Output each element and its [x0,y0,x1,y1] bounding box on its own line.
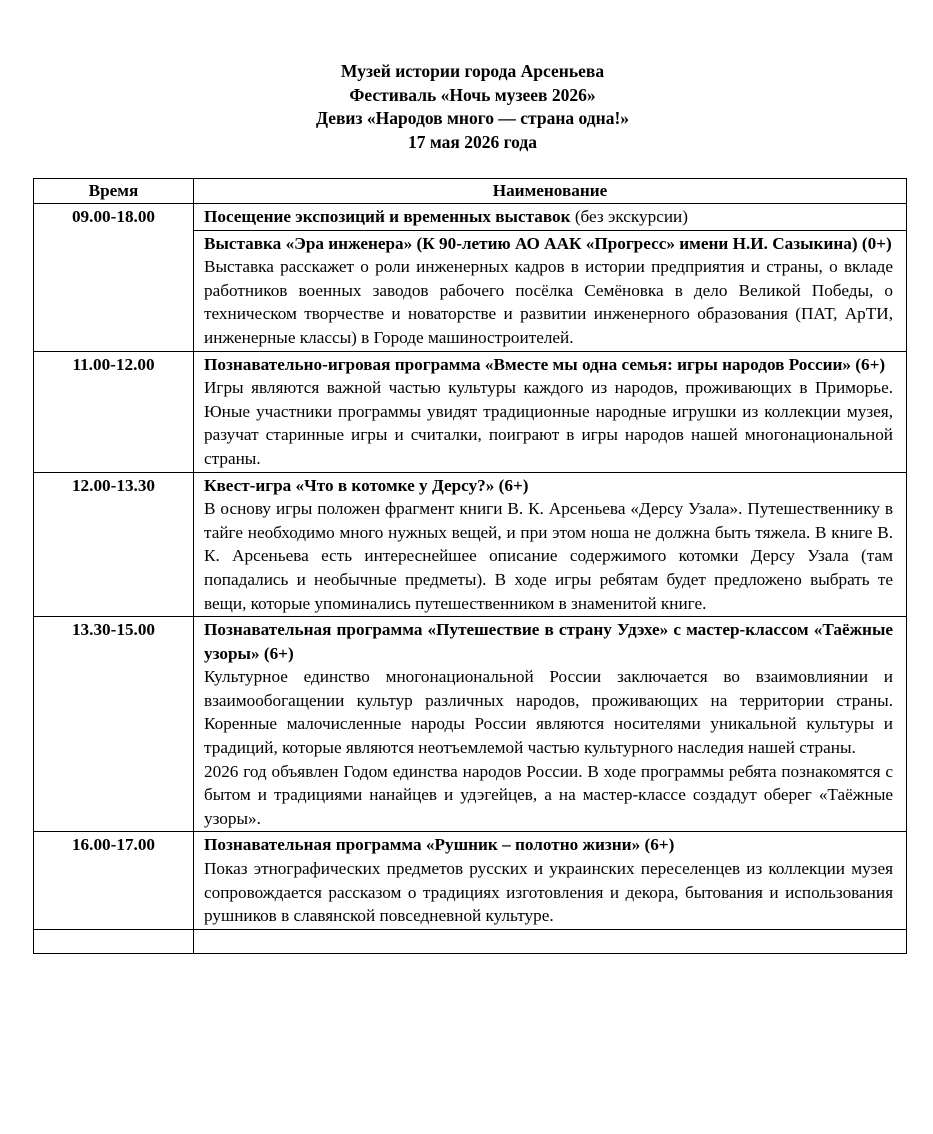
event-title: Посещение экспозиций и временных выставок [204,207,571,226]
museum-name: Музей истории города Арсеньева [340,61,605,81]
event-title: Выставка «Эра инженера» (К 90-летию АО ААК «Прогресс» имени Н.И. Сазыкина) (0+) [204,233,892,253]
time-cell: 13.30-15.00 [34,617,194,832]
event-description: В основу игры положен фрагмент книги В. К. Арсеньева «Дерсу Узала». Путешественнику в тайге необходимо много нужных вещей, и при этом ноша не должна быть тяжела. В книге В. К. Арсеньева есть интереснейшее описание содержимого котомки Дерсу Узала (там попадались и необычные предметы). В ходе игры ребятам будет предложено выбрать те вещи, которые упоминались путешественником в знаменитой книге. [204,499,893,613]
table-header-row [34,179,907,204]
empty-event-cell [194,929,907,953]
time-cell: 16.00-17.00 [34,832,194,929]
column-header-name: Наименование [194,179,907,204]
event-description: Культурное единство многонациональной России заключается во взаимовлиянии и взаимообогащении культур различных народов, проживающих на территории страны. Коренные малочисленные народы России являются носителями уникальной культуры и традиций, которые являются неотъемлемой частью культурного наследия нашей страны. [204,667,893,758]
table-row [34,472,907,617]
event-cell [194,351,907,472]
table-row [34,617,907,832]
event-cell [194,230,907,351]
schedule-table [33,178,907,954]
time-cell: 11.00-12.00 [34,351,194,472]
event-note: (без экскурсии) [570,207,688,226]
event-description: Показ этнографических предметов русских и украинских переселенцев из коллекции музея сопровождается рассказом о традициях изготовления и декора, бытования и использования рушников в славянской повседневной культуре. [204,859,893,926]
empty-time-cell [34,929,194,953]
event-title: Познавательная программа «Путешествие в страну Удэхе» с мастер-классом «Таёжные узоры» (6+) [204,620,893,663]
table-row [34,832,907,929]
event-title: Познавательно-игровая программа «Вместе мы одна семья: игры народов России» (6+) [204,354,886,374]
table-row-empty [34,929,907,953]
event-date: 17 мая 2026 года [407,131,537,152]
event-cell [194,617,907,832]
time-cell: 12.00-13.30 [34,472,194,617]
document-header [0,60,933,154]
time-cell: 09.00-18.00 [34,204,194,352]
event-title: Познавательная программа «Рушник – полотно жизни» (6+) [204,835,675,855]
table-row [34,204,907,231]
event-description-extra: 2026 год объявлен Годом единства народов России. В ходе программы ребята познакомятся с бытом и традициями нанайцев и удэгейцев, а на мастер-классе создадут оберег «Таёжные узоры». [204,761,893,828]
event-title: Квест-игра «Что в котомке у Дерсу?» (6+) [204,475,529,495]
event-description: Игры являются важной частью культуры каждого из народов, проживающих в Приморье. Юные участники программы увидят традиционные народные игрушки из коллекции музея, разучат старинные игры и считалки, поиграют в игры народов нашей многонациональной страны. [204,378,893,468]
festival-motto: Девиз «Народов много — страна одна!» [315,108,630,128]
event-cell [194,204,907,231]
column-header-time: Время [34,179,194,204]
table-row [34,351,907,472]
festival-name: Фестиваль «Ночь музеев 2026» [349,84,596,105]
event-description: Выставка расскажет о роли инженерных кадров в истории предприятия и страны, о вкладе работников военных заводов рабочего посёлка Семёновка в дело Великой Победы, о техническом творчестве и новаторстве и развитии инженерного образования (ПАТ, АрТИ, инженерные классы) в Городе машиностроителей. [204,257,893,347]
event-cell [194,832,907,929]
event-cell [194,472,907,617]
